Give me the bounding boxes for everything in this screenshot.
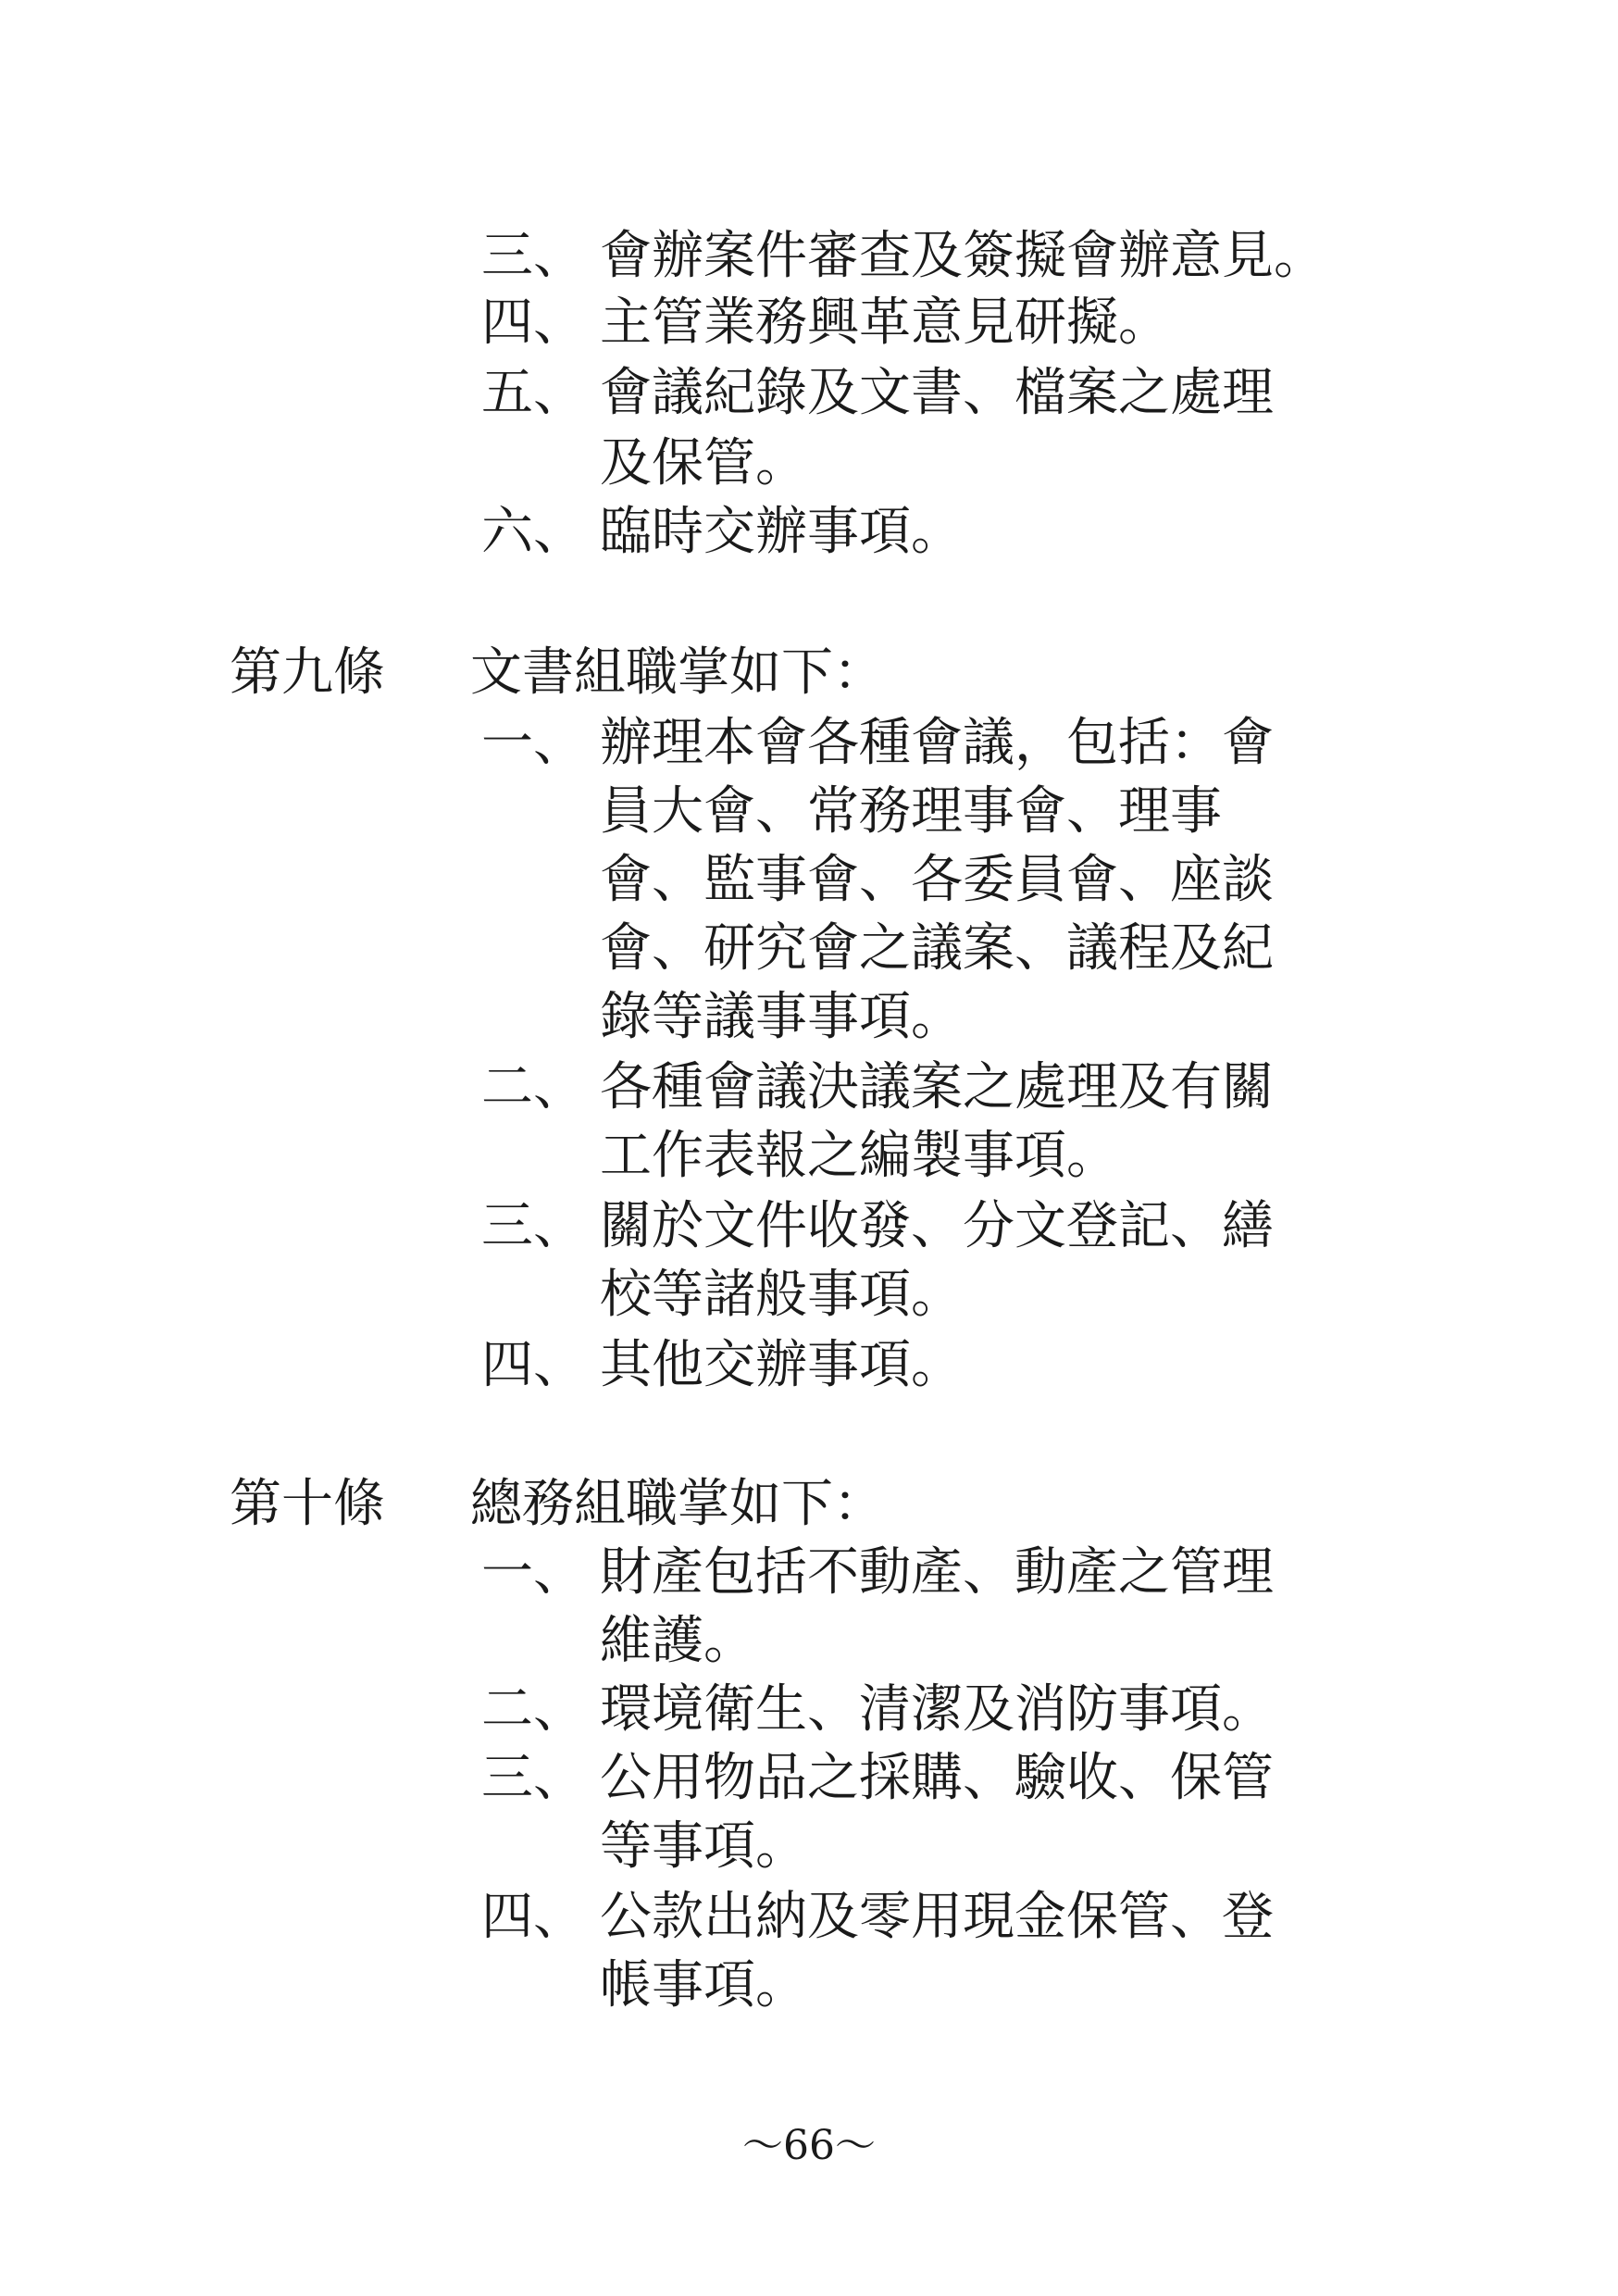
- item-text: 主管業務興革意見研擬。: [600, 293, 1170, 353]
- item-marker: 三、: [481, 1196, 585, 1256]
- item-text: 會、研究會之議案、議程及紀: [600, 918, 1274, 979]
- item-text: 帳事項。: [600, 1955, 807, 2015]
- article-intro: 文書組職掌如下：: [470, 643, 885, 703]
- item-text: 財產包括不動產、動產之管理: [600, 1542, 1274, 1603]
- item-text: 會議紀錄及文書、檔案之處理: [600, 363, 1274, 423]
- item-marker: 一、: [481, 1542, 585, 1603]
- item-text: 公款出納及零用現金保管、登: [600, 1887, 1274, 1947]
- item-marker: 一、: [481, 713, 585, 773]
- item-marker: 四、: [481, 1887, 585, 1947]
- item-marker: 五、: [481, 363, 585, 423]
- item-marker: 三、: [481, 226, 585, 286]
- item-marker: 二、: [481, 1679, 585, 1740]
- article-title: 第十條: [230, 1474, 385, 1534]
- item-marker: 六、: [481, 502, 585, 562]
- item-text: 錄等議事事項。: [600, 987, 963, 1047]
- item-text: 會、監事會、各委員會、座談: [600, 850, 1274, 910]
- item-marker: 二、: [481, 1057, 585, 1117]
- article-intro: 總務組職掌如下：: [470, 1474, 885, 1534]
- item-marker: 四、: [481, 293, 585, 353]
- item-text: 會辦案件審查及簽擬會辦意見。: [600, 226, 1326, 286]
- item-text: 環境衛生、清潔及消防事項。: [600, 1679, 1274, 1740]
- page-number: ～66～: [742, 2122, 876, 2169]
- item-text: 臨時交辦事項。: [600, 502, 963, 562]
- item-marker: 三、: [481, 1748, 585, 1808]
- item-text: 其他交辦事項。: [600, 1335, 963, 1395]
- item-marker: 四、: [481, 1335, 585, 1395]
- item-text: 員大會、常務理事會、理事: [600, 781, 1222, 842]
- item-text: 辦理本會各種會議，包括：會: [600, 713, 1274, 773]
- item-text: 及保管。: [600, 433, 807, 493]
- item-text: 工作表報之編製事項。: [600, 1126, 1118, 1186]
- item-text: 各種會議決議案之處理及有關: [600, 1057, 1274, 1117]
- item-text: 公用物品之採購、驗收、保管: [600, 1748, 1274, 1808]
- item-text: 等事項。: [600, 1816, 807, 1877]
- item-text: 校等諸般事項。: [600, 1265, 963, 1325]
- article-title: 第九條: [230, 643, 385, 703]
- item-text: 維護。: [600, 1611, 755, 1671]
- item-text: 關於文件收發、分文登記、繕: [600, 1196, 1274, 1256]
